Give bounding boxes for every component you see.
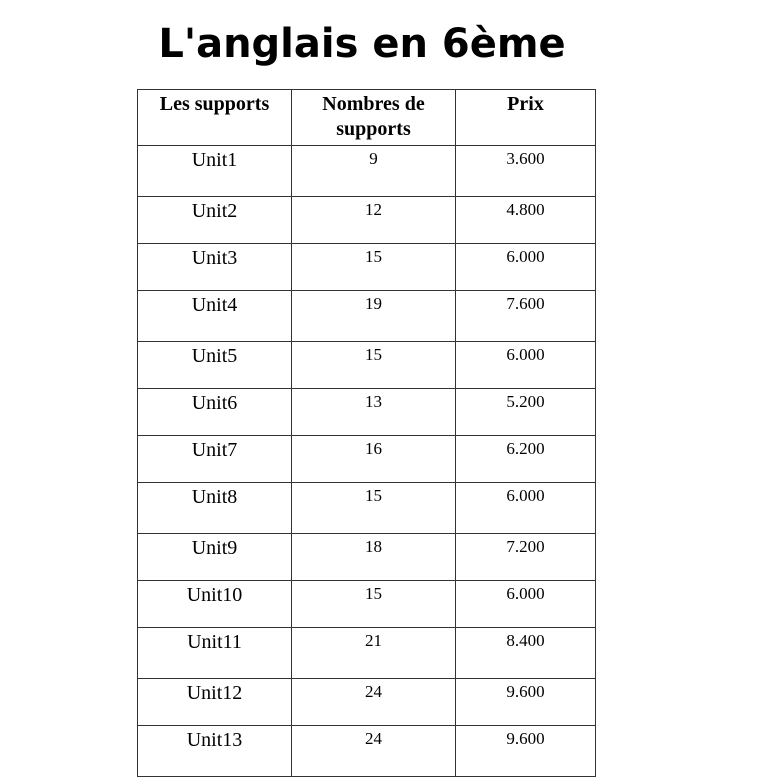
table-row (138, 197, 596, 244)
row-support-name: Unit11 (138, 628, 292, 679)
row-support-price: 9.600 (456, 726, 596, 777)
table-row (138, 726, 596, 777)
supports-price-table (137, 89, 596, 777)
table-row (138, 389, 596, 436)
header-count: Nombres de supports (292, 90, 456, 146)
table-row (138, 146, 596, 197)
row-support-name: Unit5 (138, 342, 292, 389)
table-header-row (138, 90, 596, 146)
row-support-name: Unit1 (138, 146, 292, 197)
row-support-count: 9 (292, 146, 456, 197)
row-support-count: 19 (292, 291, 456, 342)
row-support-price: 5.200 (456, 389, 596, 436)
row-support-count: 16 (292, 436, 456, 483)
row-support-count: 21 (292, 628, 456, 679)
row-support-name: Unit3 (138, 244, 292, 291)
row-support-price: 7.200 (456, 534, 596, 581)
row-support-count: 15 (292, 483, 456, 534)
row-support-price: 8.400 (456, 628, 596, 679)
row-support-name: Unit8 (138, 483, 292, 534)
table-row (138, 291, 596, 342)
table-row (138, 679, 596, 726)
row-support-count: 13 (292, 389, 456, 436)
row-support-name: Unit9 (138, 534, 292, 581)
page-title: L'anglais en 6ème (158, 21, 566, 67)
row-support-count: 24 (292, 679, 456, 726)
row-support-count: 12 (292, 197, 456, 244)
row-support-name: Unit4 (138, 291, 292, 342)
table-row (138, 534, 596, 581)
row-support-count: 15 (292, 342, 456, 389)
row-support-price: 4.800 (456, 197, 596, 244)
row-support-price: 7.600 (456, 291, 596, 342)
table-row (138, 342, 596, 389)
table-row (138, 628, 596, 679)
row-support-count: 15 (292, 244, 456, 291)
header-price: Prix (456, 90, 596, 146)
table-row (138, 483, 596, 534)
row-support-name: Unit10 (138, 581, 292, 628)
row-support-price: 6.000 (456, 244, 596, 291)
row-support-name: Unit6 (138, 389, 292, 436)
row-support-price: 3.600 (456, 146, 596, 197)
row-support-count: 24 (292, 726, 456, 777)
row-support-name: Unit13 (138, 726, 292, 777)
row-support-price: 9.600 (456, 679, 596, 726)
row-support-name: Unit2 (138, 197, 292, 244)
row-support-count: 15 (292, 581, 456, 628)
row-support-price: 6.000 (456, 581, 596, 628)
row-support-name: Unit7 (138, 436, 292, 483)
table-row (138, 436, 596, 483)
row-support-price: 6.200 (456, 436, 596, 483)
row-support-price: 6.000 (456, 483, 596, 534)
row-support-price: 6.000 (456, 342, 596, 389)
table-row (138, 244, 596, 291)
header-supports: Les supports (138, 90, 292, 146)
row-support-name: Unit12 (138, 679, 292, 726)
table-row (138, 581, 596, 628)
row-support-count: 18 (292, 534, 456, 581)
